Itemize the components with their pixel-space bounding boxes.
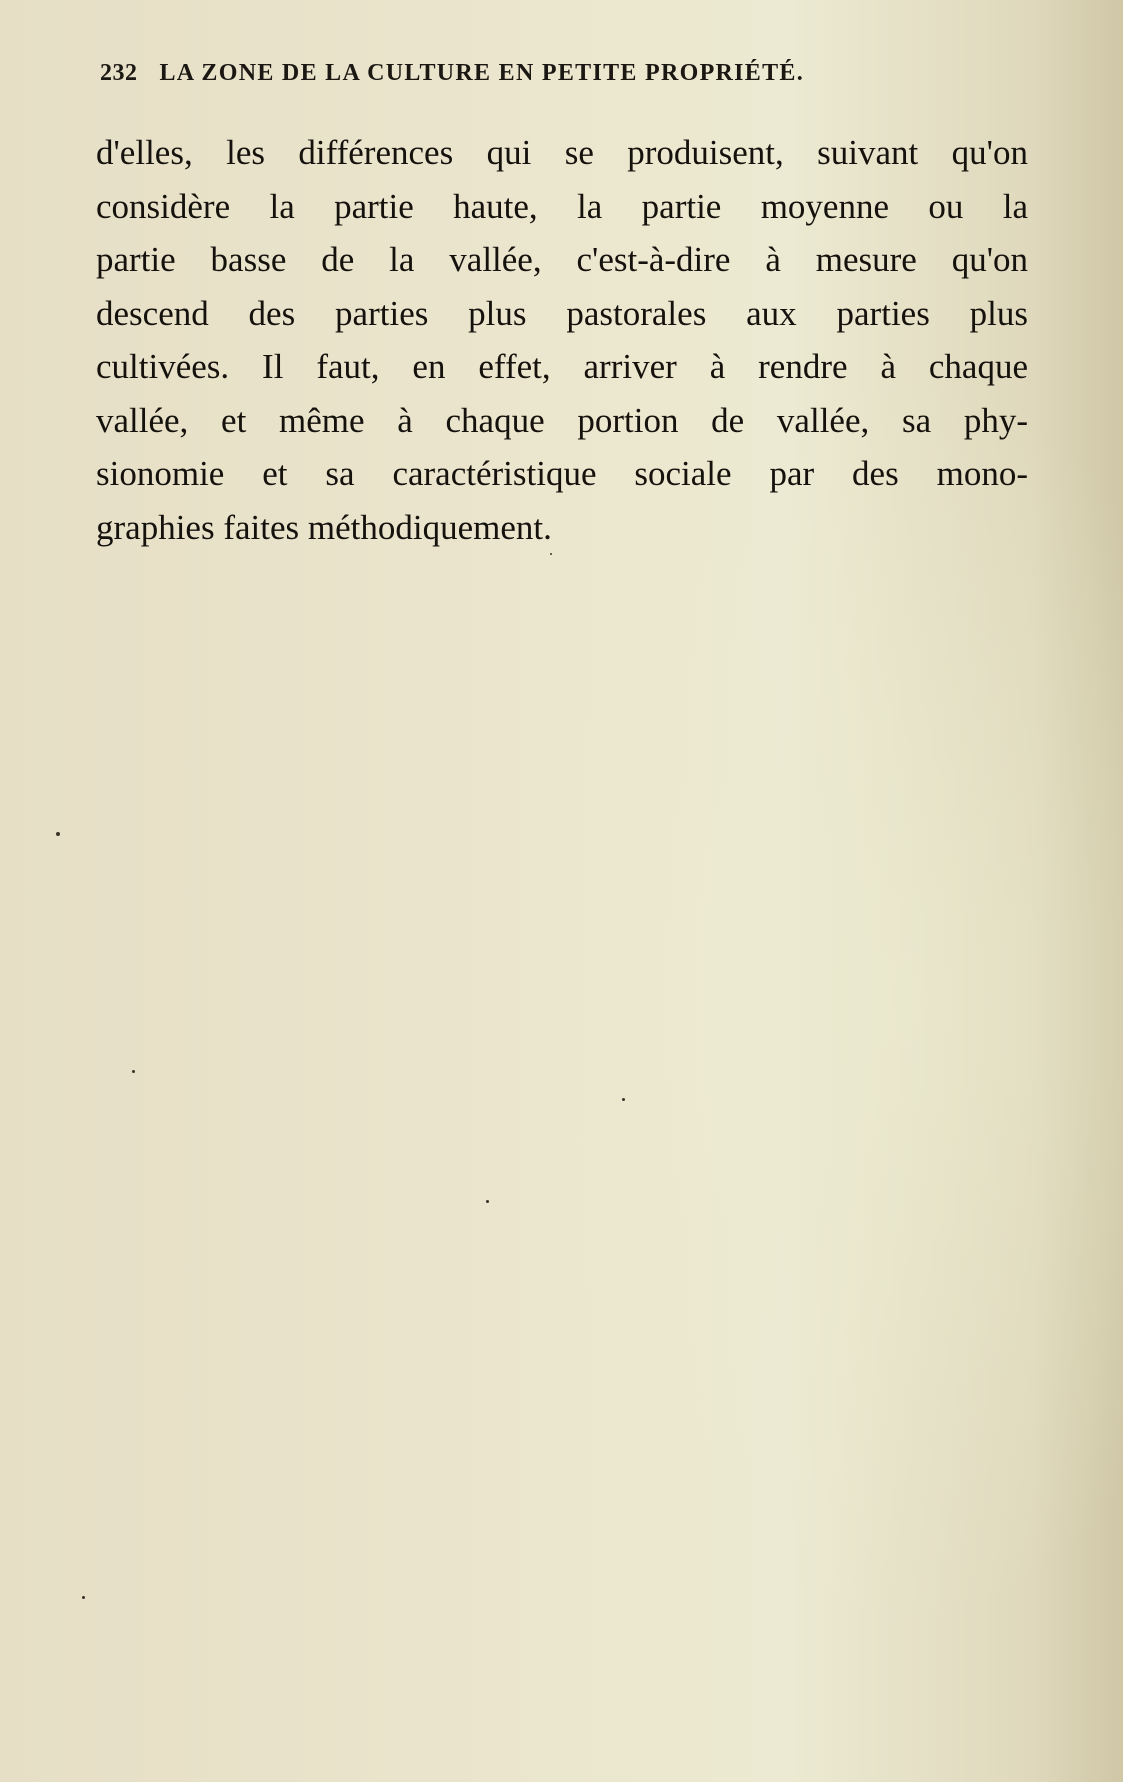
text-line: partie basse de la vallée, c'est-à-dire à mesure qu'on <box>96 240 1028 279</box>
text-line: cultivées. Il faut, en effet, arriver à rendre à chaque <box>96 347 1028 386</box>
page-number: 232 <box>100 60 138 86</box>
running-title: LA ZONE DE LA CULTURE EN PETITE PROPRIÉTÉ. <box>159 60 805 86</box>
text-line: graphies faites méthodiquement. <box>96 507 552 547</box>
paper-speck <box>56 832 60 836</box>
paper-speck <box>82 1596 85 1599</box>
paper-speck <box>550 553 552 555</box>
text-line: vallée, et même à chaque portion de vallée, sa phy- <box>96 400 1028 440</box>
text-line: d'elles, les différences qui se produisent, suivant qu'on <box>96 133 1028 172</box>
text-line: descend des parties plus pastorales aux parties plus <box>96 293 1028 333</box>
paper-speck <box>622 1098 625 1101</box>
paper-speck <box>132 1070 135 1073</box>
running-header <box>100 60 985 96</box>
paper-speck <box>486 1200 489 1203</box>
text-line: sionomie et sa caractéristique sociale par des mono- <box>96 454 1028 493</box>
text-line: considère la partie haute, la partie moyenne ou la <box>96 186 1028 226</box>
body-paragraph <box>96 126 1028 554</box>
